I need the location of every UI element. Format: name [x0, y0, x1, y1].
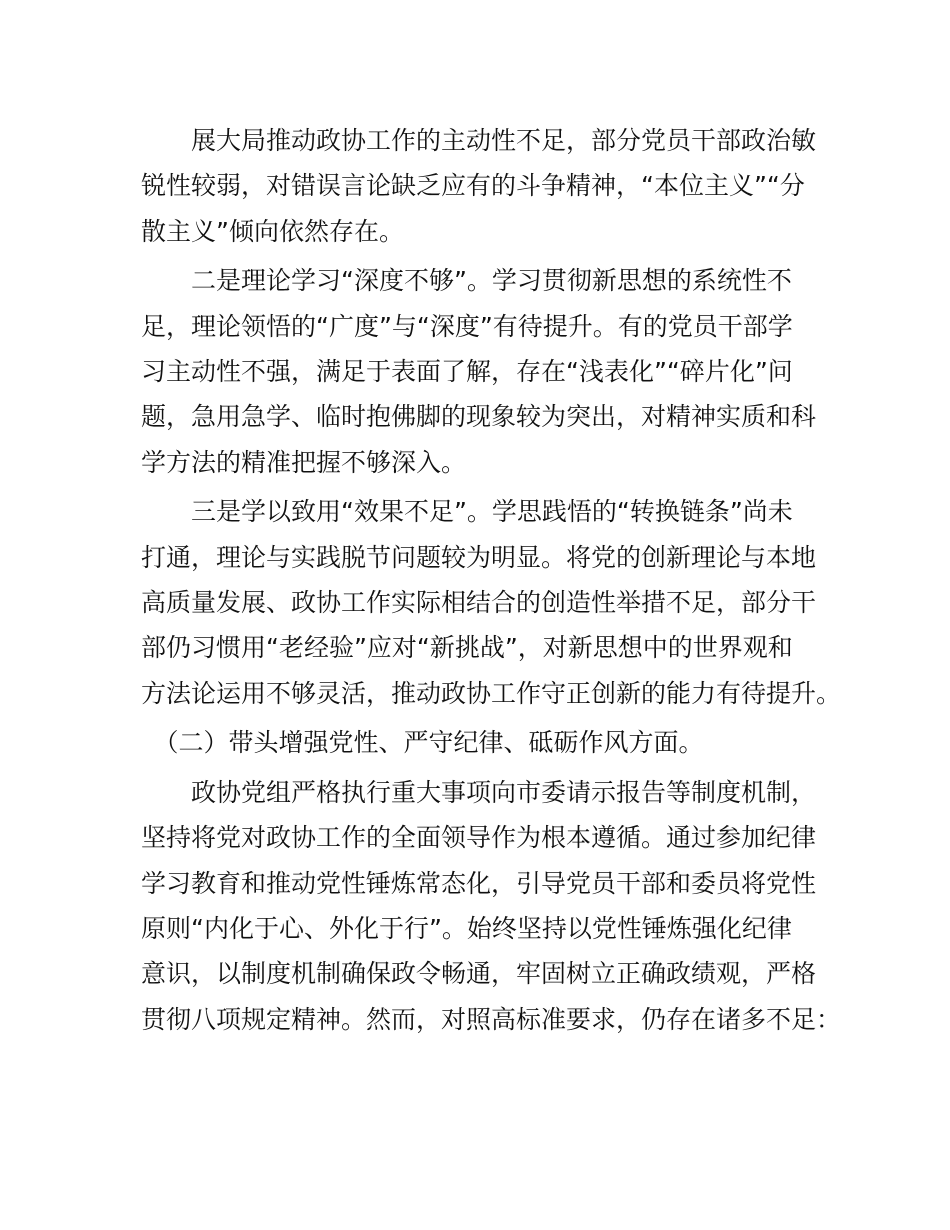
text-line: 三是学以致用“效果不足”。学思践悟的“转换链条”尚未 [141, 497, 793, 527]
text-line: 习主动性不强，满足于表面了解，存在“浅表化”“碎片化”问 [141, 357, 793, 387]
text-line: 学方法的精准把握不够深入。 [141, 447, 467, 477]
text-line: 二是理论学习“深度不够”。学习贯彻新思想的系统性不 [141, 266, 792, 296]
paragraph-1 [141, 118, 831, 254]
paragraph-3 [141, 489, 842, 716]
text-line: （二）带头增强党性、严守纪律、砥砺作风方面。 [141, 728, 704, 758]
paragraph-5 [141, 770, 842, 1042]
text-line: 打通，理论与实践脱节问题较为明显。将党的创新理论与本地 [141, 542, 817, 572]
text-line: 部仍习惯用“老经验”应对“新挑战”，对新思想中的世界观和 [141, 633, 793, 663]
text-line: 锐性较弱，对错误言论缺乏应有的斗争精神，“本位主义”“分 [141, 171, 805, 201]
text-line: 坚持将党对政协工作的全面领导作为根本遵循。通过参加纪律 [141, 823, 817, 853]
text-line: 散主义”倾向依然存在。 [141, 216, 404, 246]
text-line: 方法论运用不够灵活，推动政协工作守正创新的能力有待提升。 [141, 678, 842, 708]
document-body [141, 118, 842, 1046]
text-line: 原则“内化于心、外化于行”。始终坚持以党性锤炼强化纪律 [141, 913, 792, 943]
text-line: 足，理论领悟的“广度”与“深度”有待提升。有的党员干部学 [141, 311, 793, 341]
section-heading [141, 720, 831, 765]
text-line: 高质量发展、政协工作实际相结合的创造性举措不足，部分干 [141, 588, 817, 618]
text-line: 展大局推动政协工作的主动性不足，部分党员干部政治敏 [141, 126, 817, 155]
text-line: 政协党组严格执行重大事项向市委请示报告等制度机制， [141, 777, 817, 807]
text-line: 意识，以制度机制确保政令畅通，牢固树立正确政绩观，严格 [141, 959, 817, 989]
text-line: 贯彻八项规定精神。然而，对照高标准要求，仍存在诸多不足： [141, 1004, 842, 1034]
paragraph-2 [141, 258, 831, 485]
text-line: 学习教育和推动党性锤炼常态化，引导党员干部和委员将党性 [141, 868, 817, 898]
text-line: 题，急用急学、临时抱佛脚的现象较为突出，对精神实质和科 [141, 402, 817, 432]
